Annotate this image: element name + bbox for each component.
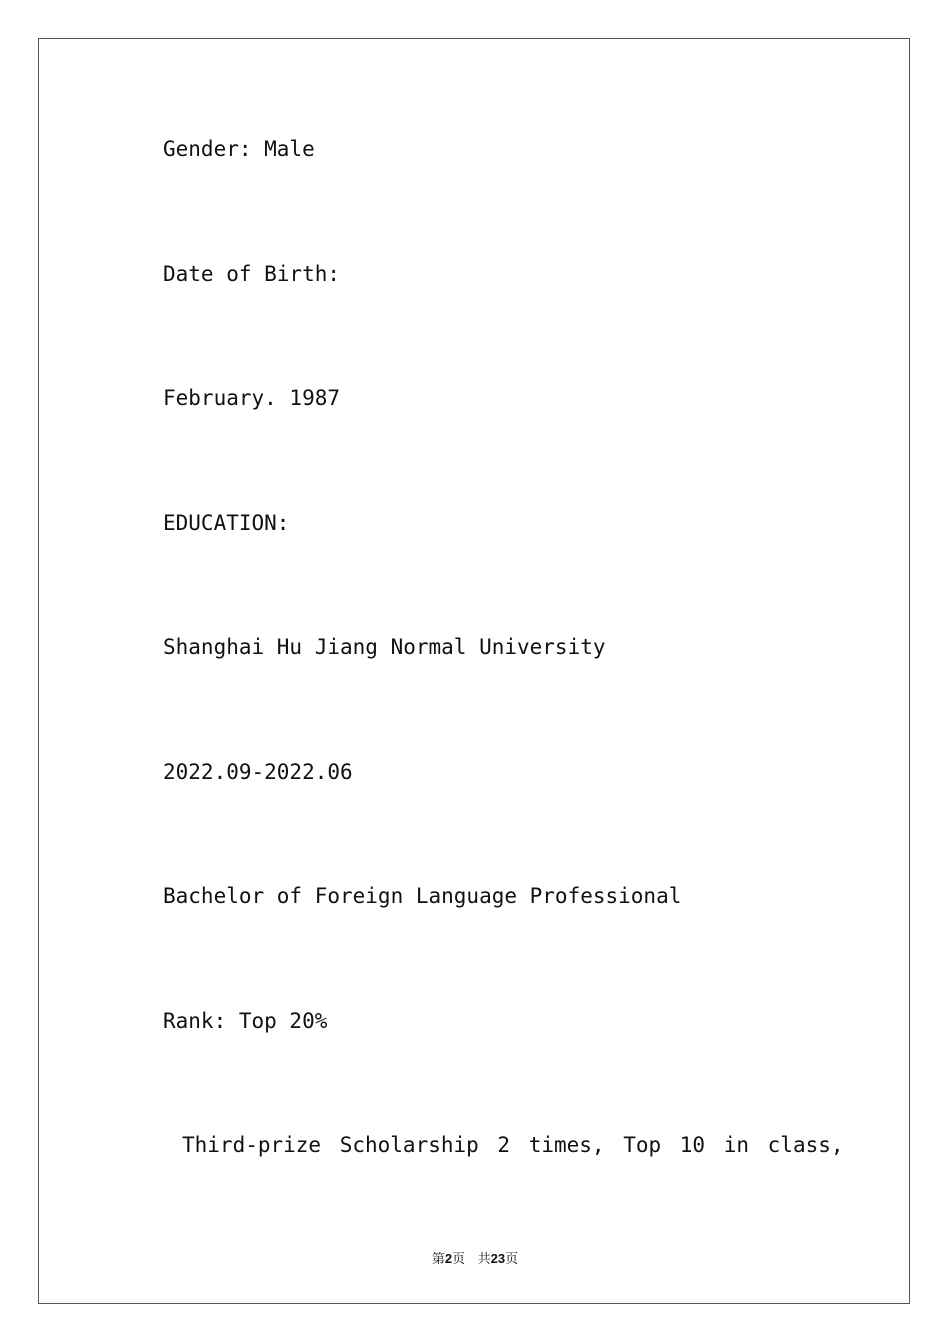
footer-total-prefix: 共 [477,1252,491,1267]
footer-prefix: 第 [431,1252,445,1267]
scholarship-line: Third-prize Scholarship 2 times, Top 10 in class, [182,1133,844,1157]
education-heading: EDUCATION: [163,511,290,535]
total-page-count: 23 [490,1251,506,1266]
degree: Bachelor of Foreign Language Professional [163,884,682,908]
gender-line: Gender: Male [163,137,315,161]
footer-total-suffix: 页 [505,1252,519,1267]
page-footer [0,1248,950,1267]
date-of-birth-value: February. 1987 [163,386,341,410]
study-period: 2022.09-2022.06 [163,760,353,784]
date-of-birth-label: Date of Birth: [163,262,341,286]
footer-page-suffix: 页 [452,1252,466,1267]
university-name: Shanghai Hu Jiang Normal University [163,635,606,659]
page-frame [38,38,910,1304]
current-page-number: 2 [444,1251,453,1266]
rank: Rank: Top 20% [163,1009,328,1033]
